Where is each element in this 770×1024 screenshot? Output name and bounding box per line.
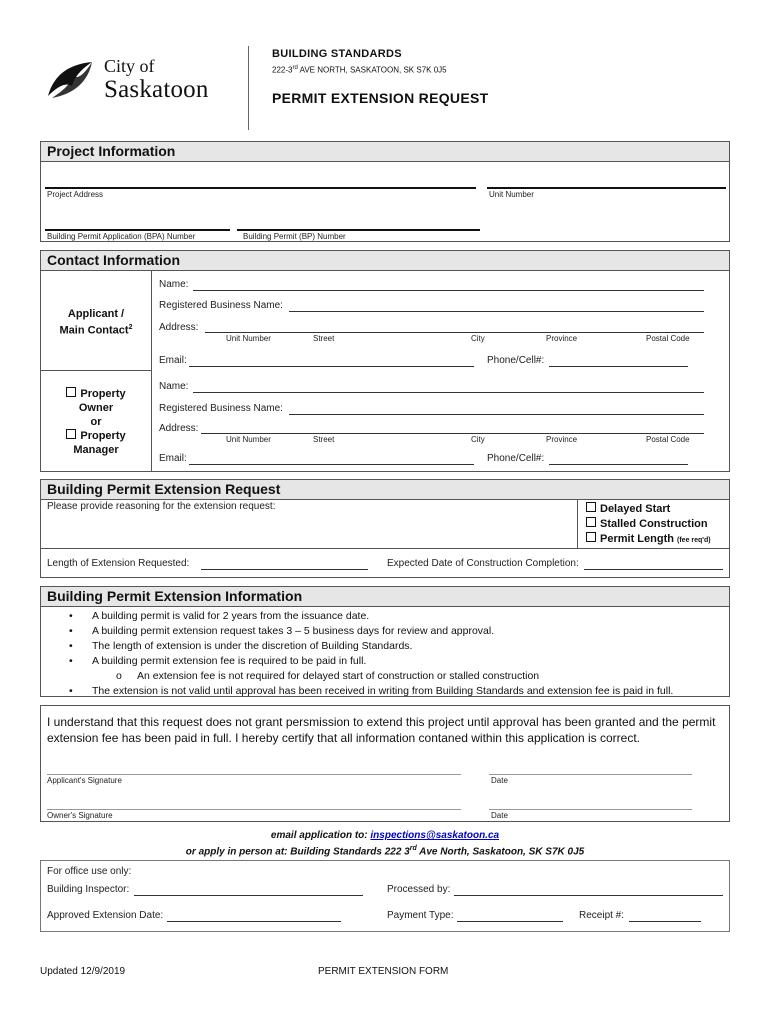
- applicant-name-label: Name:: [159, 279, 189, 290]
- list-item: • A building permit extension fee is required to be paid in full.: [69, 655, 367, 667]
- inspector-field[interactable]: [134, 895, 363, 896]
- owner-business-field[interactable]: [289, 414, 704, 415]
- applicant-date-label: Date: [491, 776, 508, 785]
- payment-type-field[interactable]: [457, 921, 563, 922]
- receipt-label: Receipt #:: [579, 910, 625, 921]
- section-heading: Building Permit Extension Information: [47, 588, 303, 604]
- list-item: • A building permit is valid for 2 years from the issuance date.: [69, 610, 370, 622]
- info-list: [41, 609, 729, 699]
- submission-person-line: or apply in person at: Building Standards 222 3rd Ave North, Saskatoon, SK S7K 0J5: [185, 845, 585, 858]
- owner-date-field[interactable]: [489, 809, 692, 810]
- owner-business-label: Registered Business Name:: [159, 403, 283, 414]
- office-use-section: [40, 860, 730, 932]
- section-heading: Contact Information: [47, 252, 180, 268]
- unit-number-field[interactable]: [487, 187, 726, 189]
- applicant-phone-label: Phone/Cell#:: [487, 355, 545, 366]
- declaration-section: [40, 705, 730, 822]
- delayed-start-checkbox[interactable]: [586, 502, 596, 512]
- length-label: Length of Extension Requested:: [47, 558, 190, 569]
- owner-date-label: Date: [491, 811, 508, 820]
- section-heading: Building Permit Extension Request: [47, 481, 281, 497]
- extension-request-section: [40, 479, 730, 578]
- bp-number-field[interactable]: [237, 229, 480, 231]
- owner-postal-label: Postal Code: [646, 435, 690, 444]
- project-information-section: [40, 141, 730, 242]
- reasoning-prompt: Please provide reasoning for the extension request:: [47, 501, 276, 512]
- office-use-heading: For office use only:: [47, 866, 132, 877]
- unit-number-label: Unit Number: [489, 190, 534, 199]
- owner-city-label: City: [471, 435, 485, 444]
- processed-by-field[interactable]: [454, 895, 723, 896]
- property-manager-checkbox[interactable]: [66, 429, 76, 439]
- owner-phone-field[interactable]: [549, 464, 688, 465]
- length-field[interactable]: [201, 569, 368, 570]
- permit-length-option[interactable]: Permit Length (fee req'd): [586, 532, 711, 548]
- owner-phone-label: Phone/Cell#:: [487, 453, 545, 464]
- approved-date-field[interactable]: [167, 921, 341, 922]
- applicant-email-label: Email:: [159, 355, 187, 366]
- applicant-name-field[interactable]: [193, 290, 704, 291]
- inspector-label: Building Inspector:: [47, 884, 130, 895]
- receipt-field[interactable]: [629, 921, 701, 922]
- bp-number-label: Building Permit (BP) Number: [243, 232, 346, 241]
- section-heading: Project Information: [47, 143, 176, 159]
- owner-name-label: Name:: [159, 381, 189, 392]
- updated-date: Updated 12/9/2019: [40, 966, 126, 977]
- fee-required-note: (fee req'd): [677, 537, 711, 544]
- applicant-date-field[interactable]: [489, 774, 692, 775]
- reasoning-textarea[interactable]: [45, 516, 575, 546]
- extension-info-section: [40, 586, 730, 697]
- applicant-unit-label: Unit Number: [226, 334, 271, 343]
- applicant-signature-field[interactable]: [47, 774, 461, 775]
- project-address-label: Project Address: [47, 190, 104, 199]
- list-item: • The length of extension is under the discretion of Building Standards.: [69, 640, 413, 652]
- stalled-construction-option[interactable]: Stalled Construction: [586, 517, 711, 532]
- completion-date-field[interactable]: [584, 569, 723, 570]
- completion-label: Expected Date of Construction Completion:: [387, 558, 579, 569]
- list-item: • The extension is not valid until approval has been received in writing from Building Standards and extension fee is paid in full.: [69, 685, 674, 697]
- contact-information-section: [40, 250, 730, 472]
- logo-text-city-of: City of: [104, 56, 155, 76]
- owner-province-label: Province: [546, 435, 578, 444]
- extension-reason-options: [586, 502, 711, 548]
- department-name: BUILDING STANDARDS: [272, 48, 402, 60]
- owner-street-label: Street: [313, 435, 335, 444]
- submission-email-line: email application to: inspections@saskatoon.ca: [270, 830, 500, 841]
- project-address-field[interactable]: [45, 187, 476, 189]
- applicant-business-label: Registered Business Name:: [159, 300, 283, 311]
- applicant-signature-label: Applicant's Signature: [47, 776, 122, 785]
- owner-unit-label: Unit Number: [226, 435, 271, 444]
- applicant-address-label: Address:: [159, 322, 199, 333]
- department-address: 222-3rd AVE NORTH, SASKATOON, SK S7K 0J5: [272, 65, 447, 75]
- applicant-business-field[interactable]: [289, 311, 704, 312]
- applicant-address-field[interactable]: [205, 332, 704, 333]
- applicant-email-field[interactable]: [189, 366, 474, 367]
- stalled-construction-checkbox[interactable]: [586, 517, 596, 527]
- bpa-number-label: Building Permit Application (BPA) Number: [47, 232, 196, 241]
- list-item: • A building permit extension request takes 3 – 5 business days for review and approval.: [69, 625, 495, 637]
- applicant-postal-label: Postal Code: [646, 334, 690, 343]
- applicant-street-label: Street: [313, 334, 335, 343]
- property-owner-checkbox[interactable]: [66, 387, 76, 397]
- bpa-number-field[interactable]: [45, 229, 230, 231]
- applicant-phone-field[interactable]: [549, 366, 688, 367]
- permit-length-checkbox[interactable]: [586, 532, 596, 542]
- owner-address-label: Address:: [159, 423, 199, 434]
- city-logo-icon: [44, 56, 96, 102]
- form-title: PERMIT EXTENSION REQUEST: [272, 90, 489, 106]
- declaration-statement: I understand that this request does not grant persmission to extend this project until approval has been granted and the permit extension fee has been paid in full. I hereby certify that all information contaned within this application is correct.: [47, 715, 716, 745]
- owner-email-field[interactable]: [189, 464, 474, 465]
- owner-address-field[interactable]: [201, 433, 704, 434]
- applicant-label: Applicant / Main Contact$^2$: [59, 308, 133, 337]
- delayed-start-option[interactable]: Delayed Start: [586, 502, 711, 517]
- applicant-province-label: Province: [546, 334, 578, 343]
- payment-type-label: Payment Type:: [387, 910, 454, 921]
- owner-label: Property Owner or Property Manager: [41, 387, 151, 457]
- owner-signature-field[interactable]: [47, 809, 461, 810]
- approved-date-label: Approved Extension Date:: [47, 910, 164, 921]
- list-sub-item: o An extension fee is not required for delayed start of construction or stalled construction: [116, 670, 540, 682]
- email-link[interactable]: inspections@saskatoon.ca: [370, 830, 500, 841]
- processed-by-label: Processed by:: [387, 884, 451, 895]
- owner-email-label: Email:: [159, 453, 187, 464]
- owner-name-field[interactable]: [193, 392, 704, 393]
- logo-text-saskatoon: Saskatoon: [104, 76, 209, 103]
- applicant-city-label: City: [471, 334, 485, 343]
- form-name-footer: PERMIT EXTENSION FORM: [318, 966, 449, 977]
- owner-signature-label: Owner's Signature: [47, 811, 113, 820]
- header-divider: [248, 46, 249, 130]
